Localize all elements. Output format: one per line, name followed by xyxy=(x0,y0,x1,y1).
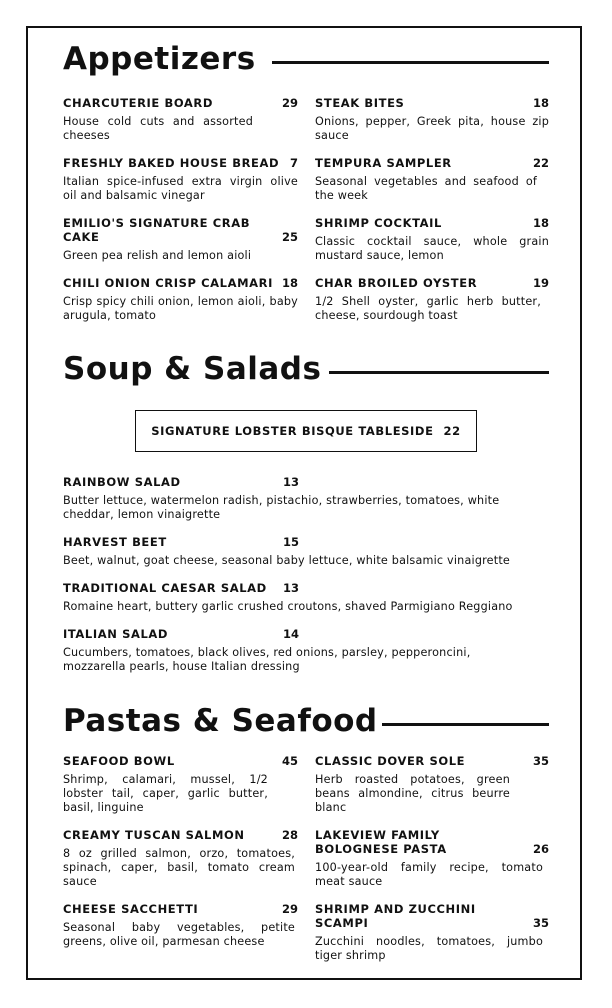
item-name: SHRIMP COCKTAIL xyxy=(315,216,442,230)
item-name: CHEESE SACCHETTI xyxy=(63,902,199,916)
menu-item xyxy=(315,902,549,963)
featured-item-price: 22 xyxy=(443,424,461,438)
menu-item xyxy=(63,216,298,263)
item-price: 18 xyxy=(532,216,549,230)
item-name: STEAK BITES xyxy=(315,96,405,110)
item-name: CHARCUTERIE BOARD xyxy=(63,96,214,110)
menu-item xyxy=(315,156,549,203)
item-price: 18 xyxy=(532,96,549,110)
menu-item xyxy=(63,96,298,143)
item-name: EMILIO'S SIGNATURE CRAB CAKE xyxy=(63,216,251,244)
section-rule xyxy=(382,723,549,726)
item-price: 19 xyxy=(532,276,549,290)
item-description: Cucumbers, tomatoes, black olives, red onions, parsley, pepperoncini, mozzarella pearls, house Italian dressing xyxy=(63,646,471,673)
item-description: 100-year-old family recipe, tomato meat sauce xyxy=(315,861,543,888)
item-name: TRADITIONAL CAESAR SALAD xyxy=(63,581,267,595)
item-description: Shrimp, calamari, mussel, 1/2 lobster tail, caper, garlic butter, basil, linguine xyxy=(63,773,268,814)
section-rule xyxy=(272,61,549,64)
item-description: Italian spice-infused extra virgin olive oil and balsamic vinegar xyxy=(63,175,298,202)
section-rule xyxy=(329,371,549,374)
item-name: CHILI ONION CRISP CALAMARI xyxy=(63,276,273,290)
item-name: CLASSIC DOVER SOLE xyxy=(315,754,466,768)
featured-item-name: SIGNATURE LOBSTER BISQUE TABLESIDE xyxy=(151,424,434,438)
item-description: Seasonal baby vegetables, petite greens, olive oil, parmesan cheese xyxy=(63,921,295,948)
menu-item xyxy=(315,216,549,263)
item-name: CREAMY TUSCAN SALMON xyxy=(63,828,245,842)
menu-item xyxy=(63,754,298,815)
item-name: LAKEVIEW FAMILY BOLOGNESE PASTA xyxy=(315,828,447,856)
menu-item xyxy=(63,156,298,203)
item-description: 8 oz grilled salmon, orzo, tomatoes, spinach, caper, basil, tomato cream sauce xyxy=(63,847,295,888)
menu-item xyxy=(63,902,298,949)
item-price: 29 xyxy=(281,902,298,916)
menu-item xyxy=(315,754,549,815)
item-description: Classic cocktail sauce, whole grain mustard sauce, lemon xyxy=(315,235,549,262)
item-name: TEMPURA SAMPLER xyxy=(315,156,452,170)
item-price: 14 xyxy=(283,627,300,641)
menu-item xyxy=(63,828,298,889)
item-price: 25 xyxy=(281,230,298,244)
item-name: FRESHLY BAKED HOUSE BREAD xyxy=(63,156,280,170)
item-description: Butter lettuce, watermelon radish, pistachio, strawberries, tomatoes, white cheddar, lemon vinaigrette xyxy=(63,494,500,521)
item-description: 1/2 Shell oyster, garlic herb butter, cheese, sourdough toast xyxy=(315,295,541,322)
item-description: Green pea relish and lemon aioli xyxy=(63,249,252,262)
item-price: 28 xyxy=(281,828,298,842)
item-name: HARVEST BEET xyxy=(63,535,167,549)
item-price: 35 xyxy=(532,916,549,930)
item-price: 35 xyxy=(532,754,549,768)
item-name: ITALIAN SALAD xyxy=(63,627,169,641)
item-name: SHRIMP AND ZUCCHINI SCAMPI xyxy=(315,902,476,930)
menu-item xyxy=(63,475,543,522)
item-description: Herb roasted potatoes, green beans almondine, citrus beurre blanc xyxy=(315,773,510,814)
item-price: 18 xyxy=(281,276,298,290)
item-price: 7 xyxy=(289,156,298,170)
item-price: 45 xyxy=(281,754,298,768)
menu-item xyxy=(63,581,543,614)
item-price: 22 xyxy=(532,156,549,170)
menu-item xyxy=(63,627,543,674)
menu-item xyxy=(63,535,543,568)
menu-item xyxy=(315,96,549,143)
item-price: 29 xyxy=(281,96,298,110)
item-description: Romaine heart, buttery garlic crushed croutons, shaved Parmigiano Reggiano xyxy=(63,600,513,613)
item-name: CHAR BROILED OYSTER xyxy=(315,276,478,290)
item-name: SEAFOOD BOWL xyxy=(63,754,175,768)
section-title-soup-salads: Soup & Salads xyxy=(63,351,322,387)
item-description: Seasonal vegetables and seafood of the week xyxy=(315,175,537,202)
item-price: 13 xyxy=(283,475,300,489)
featured-item-box xyxy=(135,410,477,452)
item-name: RAINBOW SALAD xyxy=(63,475,181,489)
item-price: 13 xyxy=(283,581,300,595)
menu-item xyxy=(63,276,298,323)
item-price: 15 xyxy=(283,535,300,549)
item-description: House cold cuts and assorted cheeses xyxy=(63,115,253,142)
section-title-pastas-seafood: Pastas & Seafood xyxy=(63,703,378,739)
item-description: Crisp spicy chili onion, lemon aioli, baby arugula, tomato xyxy=(63,295,298,322)
item-description: Onions, pepper, Greek pita, house zip sauce xyxy=(315,115,549,142)
menu-item xyxy=(315,828,549,889)
item-description: Zucchini noodles, tomatoes, jumbo tiger shrimp xyxy=(315,935,543,962)
item-price: 26 xyxy=(532,842,549,856)
menu-item xyxy=(315,276,549,323)
section-title-appetizers: Appetizers xyxy=(63,41,256,77)
item-description: Beet, walnut, goat cheese, seasonal baby lettuce, white balsamic vinaigrette xyxy=(63,554,511,567)
